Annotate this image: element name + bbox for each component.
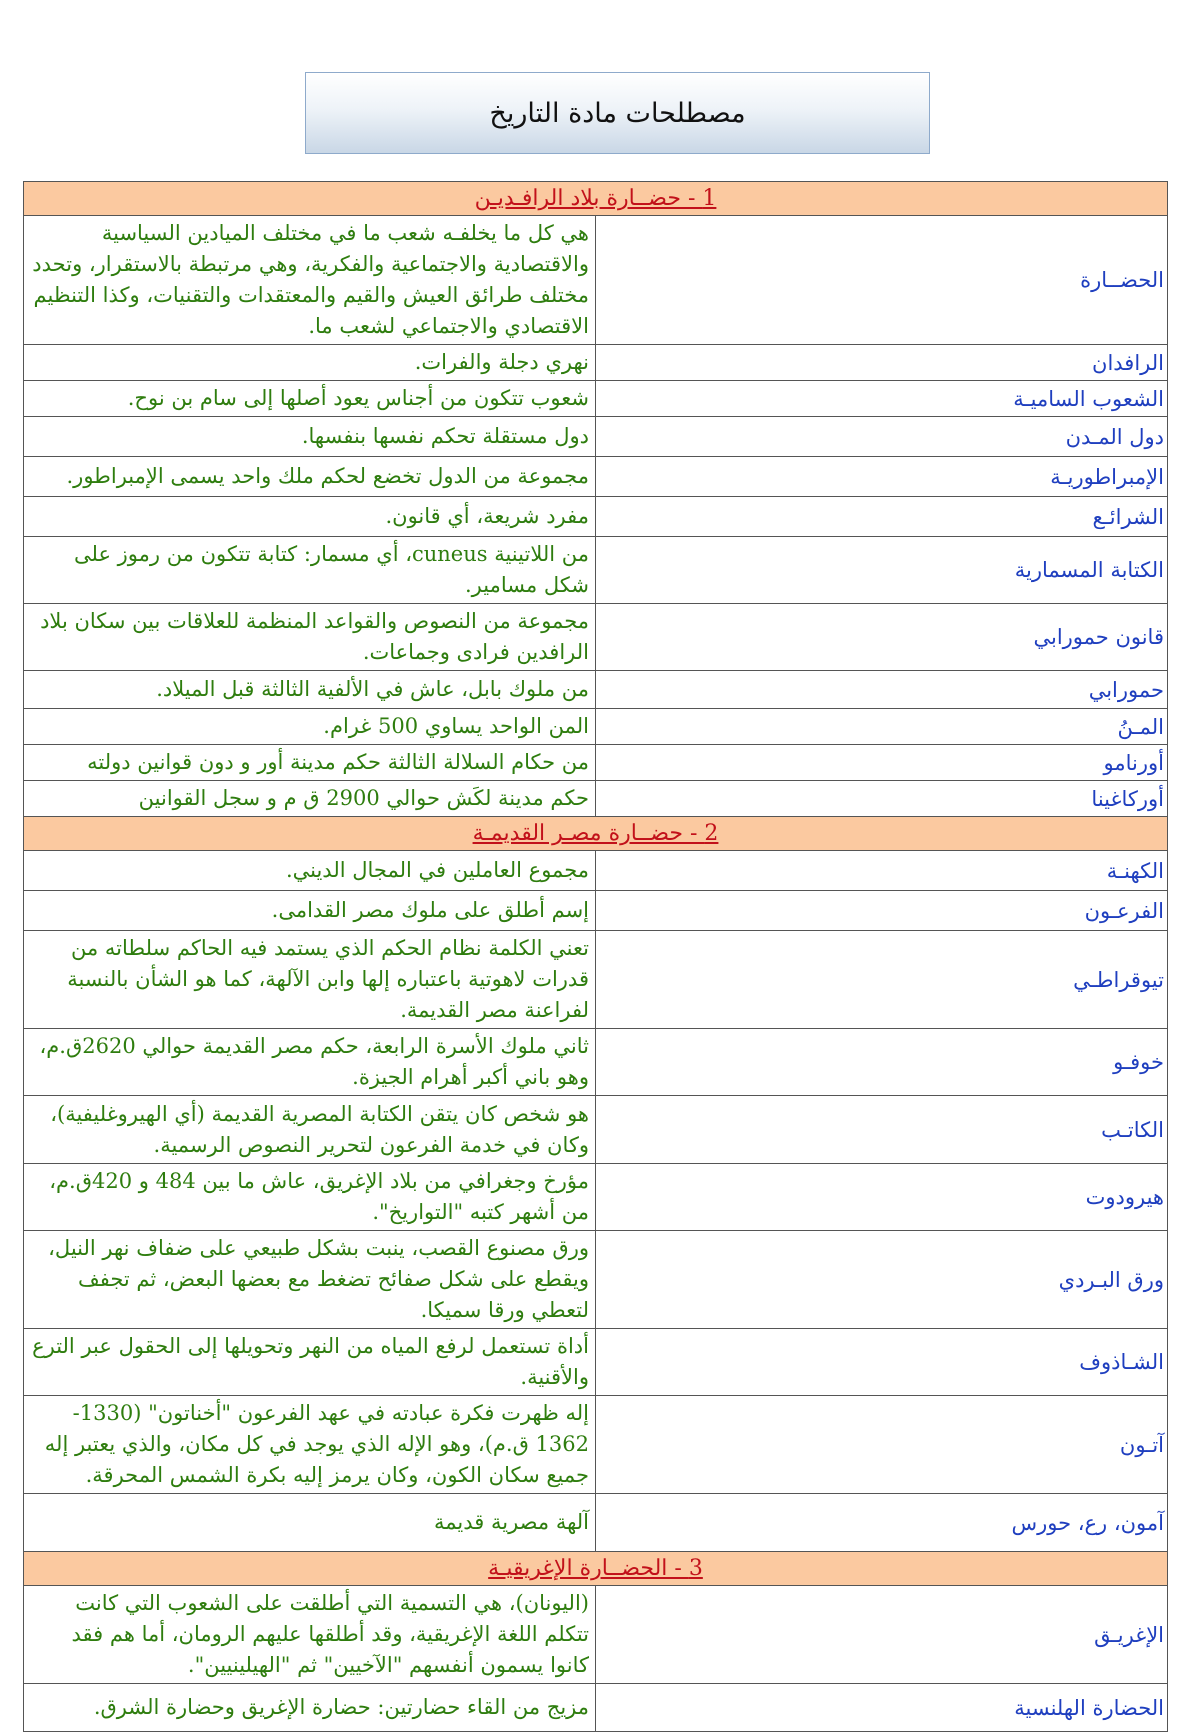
table-row (24, 1494, 1168, 1552)
section-heading: 1 - حضــارة بلاد الرافـديـن (474, 186, 717, 211)
definition-cell: مجموعة من النصوص والقواعد المنظمة للعلاقات بين سكان بلاد الرافدين فرادى وجماعات. (24, 604, 596, 671)
table-row (24, 1029, 1168, 1096)
section-header-row (24, 182, 1168, 216)
definition-cell: ورق مصنوع القصب، ينبت بشكل طبيعي على ضفاف نهر النيل، ويقطع على شكل صفائح تضغط مع بعضها البعض، ثم تجفف لتعطي ورقا سميكا. (24, 1231, 596, 1329)
definition-cell: حكم مدينة لكَش حوالي 2900 ق م و سجل القوانين (24, 781, 596, 817)
term-cell: الكاتـب (596, 1096, 1168, 1164)
definition-cell: تعني الكلمة نظام الحكم الذي يستمد فيه الحاكم سلطاته من قدرات لاهوتية باعتباره إلها وابن الآلهة، كما هو الشأن بالنسبة لفراعنة مصر القديمة. (24, 931, 596, 1029)
table-row (24, 781, 1168, 817)
definition-cell: نهري دجلة والفرات. (24, 345, 596, 381)
table-row (24, 851, 1168, 891)
term-cell: حمورابي (596, 671, 1168, 709)
term-cell: آمون، رع، حورس (596, 1494, 1168, 1552)
term-cell: دول المـدن (596, 417, 1168, 457)
section-heading: 3 - الحضــارة الإغريقيـة (488, 1556, 703, 1581)
section-header-row (24, 817, 1168, 851)
table-row (24, 381, 1168, 417)
term-cell: هيرودوت (596, 1164, 1168, 1231)
table-row (24, 1684, 1168, 1732)
table-row (24, 417, 1168, 457)
term-cell: الكهنـة (596, 851, 1168, 891)
table-row (24, 1231, 1168, 1329)
table-row (24, 457, 1168, 497)
table-row (24, 345, 1168, 381)
definition-cell: المن الواحد يساوي 500 غرام. (24, 709, 596, 745)
definition-cell: مفرد شريعة، أي قانون. (24, 497, 596, 537)
definition-cell: ثاني ملوك الأسرة الرابعة، حكم مصر القديمة حوالي 2620ق.م، وهو باني أكبر أهرام الجيزة. (24, 1029, 596, 1096)
definition-cell: من ملوك بابل، عاش في الألفية الثالثة قبل الميلاد. (24, 671, 596, 709)
table-row (24, 497, 1168, 537)
terms-table (23, 181, 1168, 1732)
definition-cell: من اللاتينية cuneus، أي مسمار: كتابة تتكون من رموز على شكل مسامير. (24, 537, 596, 604)
term-cell: الكتابة المسمارية (596, 537, 1168, 604)
definition-cell: (اليونان)، هي التسمية التي أطلقت على الشعوب التي كانت تتكلم اللغة الإغريقية، وقد أطلقها عليهم الرومان، أما هم فقد كانوا يسمون أنفسهم "الآخيين" ثم "الهيلينيين". (24, 1586, 596, 1684)
definition-cell: مؤرخ وجغرافي من بلاد الإغريق، عاش ما بين 484 و 420ق.م، من أشهر كتبه "التواريخ". (24, 1164, 596, 1231)
definition-cell: من حكام السلالة الثالثة حكم مدينة أور و دون قوانين دولته (24, 745, 596, 781)
definition-cell: مجموعة من الدول تخضع لحكم ملك واحد يسمى الإمبراطور. (24, 457, 596, 497)
term-cell: المـنُ (596, 709, 1168, 745)
term-cell: أوركاغينا (596, 781, 1168, 817)
term-cell: الحضارة الهلنسية (596, 1684, 1168, 1732)
term-cell: الحضــارة (596, 216, 1168, 345)
term-cell: تيوقراطـي (596, 931, 1168, 1029)
definition-cell: إله ظهرت فكرة عبادته في عهد الفرعون "أخناتون" (1330-1362 ق.م)، وهو الإله الذي يوجد في كل مكان، والذي يعتبر إله جميع سكان الكون، وكان يرمز إليه بكرة الشمس المحرقة. (24, 1396, 596, 1494)
term-cell: آتـون (596, 1396, 1168, 1494)
table-row (24, 604, 1168, 671)
definition-cell: دول مستقلة تحكم نفسها بنفسها. (24, 417, 596, 457)
definition-cell: مزيج من القاء حضارتين: حضارة الإغريق وحضارة الشرق. (24, 1684, 596, 1732)
term-cell: الشرائـع (596, 497, 1168, 537)
table-row (24, 216, 1168, 345)
definition-cell: آلهة مصرية قديمة (24, 1494, 596, 1552)
term-cell: أورنامو (596, 745, 1168, 781)
table-row (24, 1586, 1168, 1684)
definition-cell: هو شخص كان يتقن الكتابة المصرية القديمة (أي الهيروغليفية)، وكان في خدمة الفرعون لتحرير النصوص الرسمية. (24, 1096, 596, 1164)
page-title: مصطلحات مادة التاريخ (305, 72, 930, 154)
term-cell: الفرعـون (596, 891, 1168, 931)
term-cell: الشـاذوف (596, 1329, 1168, 1396)
table-row (24, 931, 1168, 1029)
definition-cell: شعوب تتكون من أجناس يعود أصلها إلى سام بن نوح. (24, 381, 596, 417)
table-row (24, 709, 1168, 745)
definition-cell: أداة تستعمل لرفع المياه من النهر وتحويلها إلى الحقول عبر الترع والأقنية. (24, 1329, 596, 1396)
term-cell: الإغريـق (596, 1586, 1168, 1684)
term-cell: ورق البـردي (596, 1231, 1168, 1329)
section-heading: 2 - حضــارة مصـر القديمـة (472, 821, 719, 846)
term-cell: الرافدان (596, 345, 1168, 381)
term-cell: الشعوب الساميـة (596, 381, 1168, 417)
term-cell: قانون حمورابي (596, 604, 1168, 671)
table-row (24, 671, 1168, 709)
term-cell: خوفـو (596, 1029, 1168, 1096)
definition-cell: مجموع العاملين في المجال الديني. (24, 851, 596, 891)
table-row (24, 891, 1168, 931)
table-row (24, 1329, 1168, 1396)
table-row (24, 745, 1168, 781)
definition-cell: هي كل ما يخلفـه شعب ما في مختلف الميادين السياسية والاقتصادية والاجتماعية والفكرية، وهي مرتبطة بالاستقرار، وتحدد مختلف طرائق العيش والقيم والمعتقدات والتقنيات، وكذا التنظيم الاقتصادي والاجتماعي لشعب ما. (24, 216, 596, 345)
table-row (24, 1164, 1168, 1231)
table-row (24, 537, 1168, 604)
section-header-row (24, 1552, 1168, 1586)
term-cell: الإمبراطوريـة (596, 457, 1168, 497)
table-row (24, 1096, 1168, 1164)
definition-cell: إسم أطلق على ملوك مصر القدامى. (24, 891, 596, 931)
table-row (24, 1396, 1168, 1494)
